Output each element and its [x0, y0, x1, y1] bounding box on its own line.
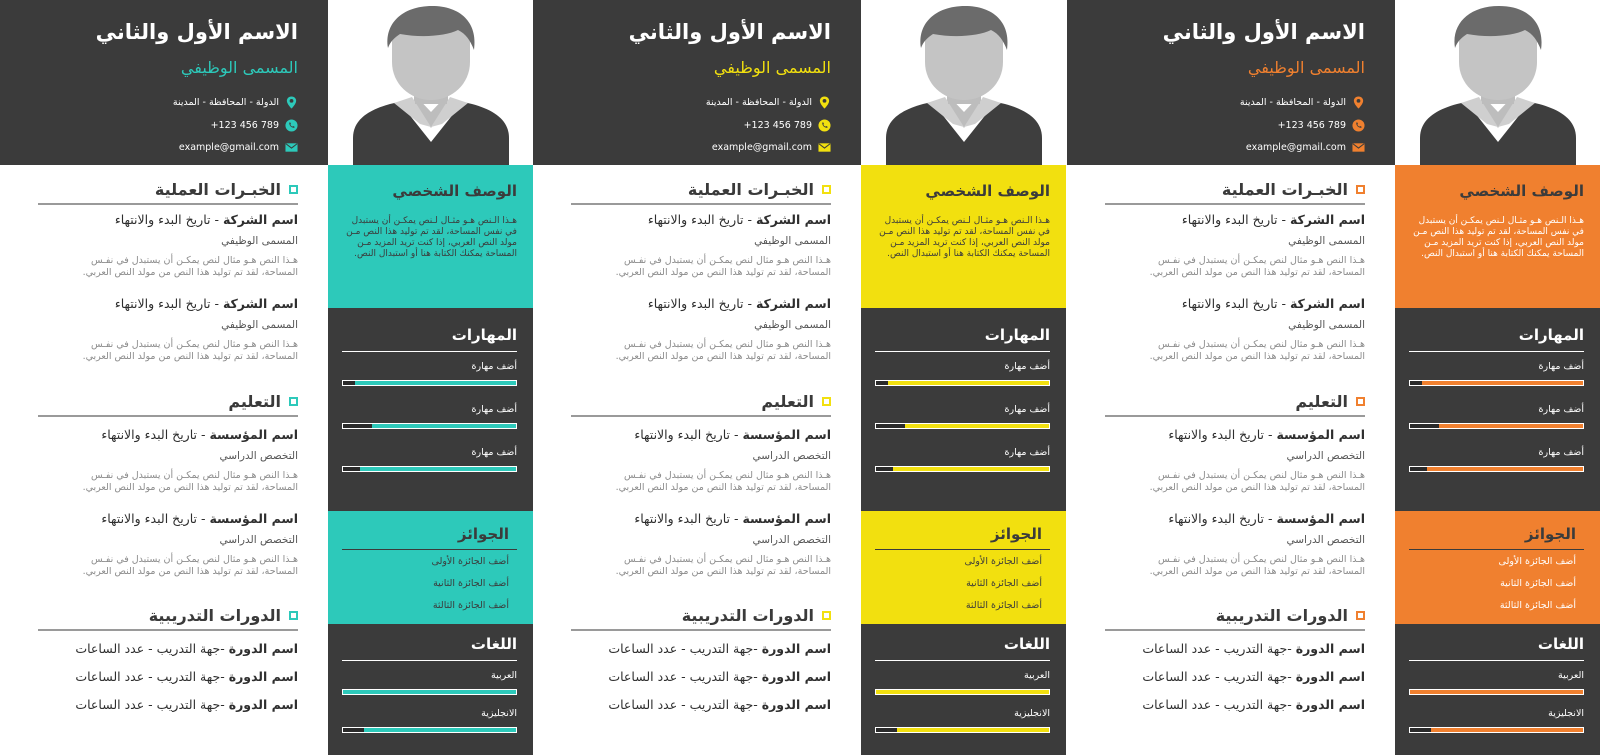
contact-email-text: example@gmail.com [711, 141, 812, 153]
job-title: المسمى الوظيفي [713, 58, 831, 77]
language-label: العربية [491, 670, 517, 681]
education-entry-name: اسم المؤسسة [1276, 427, 1365, 442]
language-bar-fill [1410, 690, 1583, 694]
awards-title: الجوائز [457, 525, 509, 543]
courses-title-text: الدورات التدريبية [148, 606, 281, 625]
skill-bar [342, 380, 517, 386]
resume-panel-yellow [533, 0, 1066, 755]
awards-divider [875, 549, 1050, 550]
experience-title-text: الخبـرات العملية [154, 180, 281, 199]
language-bar [1409, 689, 1584, 695]
education-entry-name: اسم المؤسسة [742, 427, 831, 442]
job-title: المسمى الوظيفي [1247, 58, 1365, 77]
education-entry-dates: - تاريخ البدء والانتهاء [634, 427, 743, 442]
sidebar [328, 165, 533, 755]
experience-entry-name: اسم الشركة [755, 296, 831, 311]
education-divider [1105, 415, 1365, 417]
experience-entry-name: اسم الشركة [222, 296, 298, 311]
languages-divider [1409, 660, 1584, 661]
language-bar-fill [876, 690, 1049, 694]
profile-section [328, 165, 533, 308]
language-label: العربية [1024, 670, 1050, 681]
course-details: -جهة التدريب - عدد الساعات [1142, 697, 1296, 712]
whatsapp-icon [1352, 119, 1365, 132]
language-bar-fill [343, 690, 516, 694]
language-bar [1409, 727, 1584, 733]
course-details: -جهة التدريب - عدد الساعات [608, 669, 762, 684]
experience-entry-name: اسم الشركة [1289, 296, 1365, 311]
skill-label: أضف مهارة [1538, 447, 1584, 458]
language-label: الانجليزية [1014, 708, 1050, 719]
experience-entry-dates: - تاريخ البدء والانتهاء [114, 212, 223, 227]
course-item [75, 669, 298, 684]
skills-title: المهارات [1518, 326, 1584, 344]
language-bar [875, 727, 1050, 733]
course-item [75, 697, 298, 712]
course-name: اسم الدورة [1295, 669, 1365, 684]
contact-email-text: example@gmail.com [178, 141, 279, 153]
course-name: اسم الدورة [228, 641, 298, 656]
skills-divider [875, 351, 1050, 352]
sidebar [861, 165, 1066, 755]
course-details: -جهة التدريب - عدد الساعات [75, 697, 229, 712]
resume-header [0, 0, 328, 165]
language-bar [875, 689, 1050, 695]
language-bar [342, 689, 517, 695]
skill-bar [1409, 380, 1584, 386]
full-name: الاسم الأول والثاني [1162, 20, 1365, 44]
profile-title: الوصف الشخصي [392, 182, 517, 200]
courses-divider [1105, 629, 1365, 631]
course-item [1142, 641, 1365, 656]
profile-text: هـذا الـنص هـو مثـال لـنص يمكـن أن يستبدل في نفس المساحة، لقد تم توليد هذا النص مـن مولد النص العربي، إذا كنت تريد المزيد مـن المساحة يمكنك الكتابة هنا أو استبدال النص. [879, 216, 1050, 259]
checkbox-square-icon [1356, 611, 1365, 620]
award-item: أضف الجائزة الثانية [1500, 578, 1576, 589]
experience-divider [571, 203, 831, 205]
course-details: -جهة التدريب - عدد الساعات [75, 641, 229, 656]
experience-entry-dates: - تاريخ البدء والانتهاء [647, 212, 756, 227]
education-entry-subtitle: التخصص الدراسي [219, 450, 298, 462]
skill-bar-fill [888, 381, 1049, 385]
checkbox-square-icon [822, 611, 831, 620]
skill-label: أضف مهارة [1004, 361, 1050, 372]
course-item [1142, 669, 1365, 684]
resume-panel-orange [1067, 0, 1600, 755]
skill-bar [1409, 466, 1584, 472]
course-item [608, 641, 831, 656]
award-item: أضف الجائزة الأولى [964, 556, 1042, 567]
award-item: أضف الجائزة الثالثة [432, 600, 509, 611]
experience-entry-name: اسم الشركة [222, 212, 298, 227]
checkbox-square-icon [289, 397, 298, 406]
envelope-icon [285, 141, 298, 154]
profile-title: الوصف الشخصي [1459, 182, 1584, 200]
education-entry-name: اسم المؤسسة [1276, 511, 1365, 526]
contact-location-text: الدولة - المحافظة - المدينة [1239, 96, 1346, 108]
education-title-text: التعليم [1295, 392, 1348, 411]
education-entry-description: هـذا النص هـو مثال لنص يمكـن أن يستبدل في نفـس المساحة، لقد تم توليد هذا النص من مولد النص العربي. [1149, 554, 1365, 577]
award-item: أضف الجائزة الأولى [1498, 556, 1576, 567]
course-details: -جهة التدريب - عدد الساعات [75, 669, 229, 684]
resume-panel-turquoise [0, 0, 533, 755]
education-title-text: التعليم [761, 392, 814, 411]
course-details: -جهة التدريب - عدد الساعات [608, 641, 762, 656]
main-content [533, 165, 861, 755]
experience-entry-heading [115, 212, 298, 227]
skill-label: أضف مهارة [1538, 361, 1584, 372]
awards-divider [342, 549, 517, 550]
contact-location [173, 94, 298, 110]
course-name: اسم الدورة [761, 697, 831, 712]
language-label: الانجليزية [1548, 708, 1584, 719]
education-entry-dates: - تاريخ البدء والانتهاء [1168, 427, 1277, 442]
education-entry-dates: - تاريخ البدء والانتهاء [634, 511, 743, 526]
courses-title-text: الدورات التدريبية [1215, 606, 1348, 625]
contact-email [712, 139, 831, 155]
awards-title: الجوائز [1524, 525, 1576, 543]
education-entry-subtitle: التخصص الدراسي [752, 534, 831, 546]
experience-entry-heading [115, 296, 298, 311]
education-title [228, 392, 298, 411]
profile-title: الوصف الشخصي [925, 182, 1050, 200]
course-details: -جهة التدريب - عدد الساعات [1142, 641, 1296, 656]
education-entry-dates: - تاريخ البدء والانتهاء [1168, 511, 1277, 526]
contact-phone [744, 117, 831, 133]
course-name: اسم الدورة [228, 669, 298, 684]
experience-title-text: الخبـرات العملية [1221, 180, 1348, 199]
course-name: اسم الدورة [228, 697, 298, 712]
profile-photo [1395, 0, 1600, 165]
whatsapp-icon [818, 119, 831, 132]
education-entry-heading [634, 511, 831, 526]
education-divider [571, 415, 831, 417]
checkbox-square-icon [822, 397, 831, 406]
education-entry-subtitle: التخصص الدراسي [1286, 534, 1365, 546]
education-entry-dates: - تاريخ البدء والانتهاء [101, 427, 210, 442]
education-entry-heading [101, 511, 298, 526]
language-label: الانجليزية [481, 708, 517, 719]
experience-entry-description: هـذا النص هـو مثال لنص يمكـن أن يستبدل في نفـس المساحة، لقد تم توليد هذا النص من مولد النص العربي. [1149, 339, 1365, 362]
resume-header [533, 0, 861, 165]
courses-title [682, 606, 831, 625]
languages-section [861, 624, 1066, 755]
experience-entry-description: هـذا النص هـو مثال لنص يمكـن أن يستبدل في نفـس المساحة، لقد تم توليد هذا النص من مولد النص العربي. [1149, 255, 1365, 278]
languages-title: اللغات [1003, 635, 1050, 653]
language-bar-fill [1431, 728, 1583, 732]
profile-text: هـذا الـنص هـو مثـال لـنص يمكـن أن يستبدل في نفس المساحة، لقد تم توليد هذا النص مـن مولد النص العربي، إذا كنت تريد المزيد مـن المساحة يمكنك الكتابة هنا أو استبدال النص. [346, 216, 517, 259]
education-entry-heading [101, 427, 298, 442]
experience-title-text: الخبـرات العملية [687, 180, 814, 199]
checkbox-square-icon [1356, 185, 1365, 194]
main-content [1067, 165, 1395, 755]
skill-bar [875, 380, 1050, 386]
location-pin-icon [1352, 96, 1365, 109]
contact-phone-text: +123 456 789 [743, 119, 812, 131]
skills-divider [342, 351, 517, 352]
skill-bar [342, 423, 517, 429]
languages-section [1395, 624, 1600, 755]
awards-divider [1409, 549, 1584, 550]
envelope-icon [1352, 141, 1365, 154]
languages-divider [342, 660, 517, 661]
contact-phone [1278, 117, 1365, 133]
envelope-icon [818, 141, 831, 154]
skill-label: أضف مهارة [471, 361, 517, 372]
education-entry-dates: - تاريخ البدء والانتهاء [101, 511, 210, 526]
education-entry-subtitle: التخصص الدراسي [1286, 450, 1365, 462]
education-title-text: التعليم [228, 392, 281, 411]
courses-title [149, 606, 298, 625]
awards-section [1395, 511, 1600, 624]
experience-entry-dates: - تاريخ البدء والانتهاء [647, 296, 756, 311]
contact-phone-text: +123 456 789 [210, 119, 279, 131]
education-entry-description: هـذا النص هـو مثال لنص يمكـن أن يستبدل في نفـس المساحة، لقد تم توليد هذا النص من مولد النص العربي. [615, 470, 831, 493]
languages-title: اللغات [1537, 635, 1584, 653]
experience-title [1222, 180, 1365, 199]
profile-photo [861, 0, 1066, 165]
experience-divider [1105, 203, 1365, 205]
skill-bar-fill [1422, 381, 1583, 385]
contact-email-text: example@gmail.com [1245, 141, 1346, 153]
awards-section [328, 511, 533, 624]
profile-section [861, 165, 1066, 308]
language-label: العربية [1558, 670, 1584, 681]
course-item [75, 641, 298, 656]
contact-location-text: الدولة - المحافظة - المدينة [705, 96, 812, 108]
experience-entry-dates: - تاريخ البدء والانتهاء [114, 296, 223, 311]
education-entry-subtitle: التخصص الدراسي [752, 450, 831, 462]
education-entry-name: اسم المؤسسة [209, 511, 298, 526]
awards-section [861, 511, 1066, 624]
skill-label: أضف مهارة [1004, 447, 1050, 458]
skill-label: أضف مهارة [471, 447, 517, 458]
course-name: اسم الدورة [1295, 641, 1365, 656]
education-entry-heading [1168, 427, 1365, 442]
experience-entry-subtitle: المسمى الوظيفي [1288, 319, 1365, 331]
course-item [1142, 697, 1365, 712]
skill-bar-fill [372, 424, 516, 428]
experience-entry-subtitle: المسمى الوظيفي [221, 319, 298, 331]
profile-section [1395, 165, 1600, 308]
experience-entry-subtitle: المسمى الوظيفي [1288, 235, 1365, 247]
contact-email [179, 139, 298, 155]
full-name: الاسم الأول والثاني [628, 20, 831, 44]
courses-divider [571, 629, 831, 631]
award-item: أضف الجائزة الثانية [966, 578, 1042, 589]
course-name: اسم الدورة [761, 669, 831, 684]
skills-section [861, 308, 1066, 511]
location-pin-icon [285, 96, 298, 109]
experience-entry-description: هـذا النص هـو مثال لنص يمكـن أن يستبدل في نفـس المساحة، لقد تم توليد هذا النص من مولد النص العربي. [82, 339, 298, 362]
award-item: أضف الجائزة الثالثة [1499, 600, 1576, 611]
sidebar [1395, 165, 1600, 755]
education-entry-heading [1168, 511, 1365, 526]
contact-phone-text: +123 456 789 [1277, 119, 1346, 131]
language-bar-fill [364, 728, 516, 732]
experience-entry-heading [1182, 212, 1365, 227]
skill-bar-fill [360, 467, 516, 471]
language-bar-fill [897, 728, 1049, 732]
skills-section [328, 308, 533, 511]
course-name: اسم الدورة [761, 641, 831, 656]
languages-divider [875, 660, 1050, 661]
checkbox-square-icon [1356, 397, 1365, 406]
education-entry-description: هـذا النص هـو مثال لنص يمكـن أن يستبدل في نفـس المساحة، لقد تم توليد هذا النص من مولد النص العربي. [82, 470, 298, 493]
award-item: أضف الجائزة الأولى [431, 556, 509, 567]
education-divider [38, 415, 298, 417]
experience-entry-dates: - تاريخ البدء والانتهاء [1181, 212, 1290, 227]
contact-location [1240, 94, 1365, 110]
experience-divider [38, 203, 298, 205]
education-title [1295, 392, 1365, 411]
location-pin-icon [818, 96, 831, 109]
education-entry-description: هـذا النص هـو مثال لنص يمكـن أن يستبدل في نفـس المساحة، لقد تم توليد هذا النص من مولد النص العربي. [82, 554, 298, 577]
job-title: المسمى الوظيفي [180, 58, 298, 77]
award-item: أضف الجائزة الثانية [433, 578, 509, 589]
skill-bar-fill [1439, 424, 1583, 428]
education-entry-subtitle: التخصص الدراسي [219, 534, 298, 546]
contact-location [706, 94, 831, 110]
skill-bar [875, 466, 1050, 472]
experience-entry-description: هـذا النص هـو مثال لنص يمكـن أن يستبدل في نفـس المساحة، لقد تم توليد هذا النص من مولد النص العربي. [615, 255, 831, 278]
skill-bar-fill [1427, 467, 1583, 471]
experience-entry-heading [648, 296, 831, 311]
experience-entry-dates: - تاريخ البدء والانتهاء [1181, 296, 1290, 311]
course-details: -جهة التدريب - عدد الساعات [1142, 669, 1296, 684]
skills-divider [1409, 351, 1584, 352]
languages-title: اللغات [470, 635, 517, 653]
resume-header [1067, 0, 1395, 165]
skills-title: المهارات [451, 326, 517, 344]
avatar-placeholder-icon [328, 0, 533, 165]
checkbox-square-icon [289, 611, 298, 620]
course-details: -جهة التدريب - عدد الساعات [608, 697, 762, 712]
awards-title: الجوائز [990, 525, 1042, 543]
course-name: اسم الدورة [1295, 697, 1365, 712]
experience-entry-description: هـذا النص هـو مثال لنص يمكـن أن يستبدل في نفـس المساحة، لقد تم توليد هذا النص من مولد النص العربي. [82, 255, 298, 278]
avatar-placeholder-icon [861, 0, 1066, 165]
contact-location-text: الدولة - المحافظة - المدينة [172, 96, 279, 108]
courses-title-text: الدورات التدريبية [681, 606, 814, 625]
skill-bar-fill [905, 424, 1049, 428]
avatar-placeholder-icon [1395, 0, 1600, 165]
experience-entry-heading [1182, 296, 1365, 311]
profile-text: هـذا الـنص هـو مثـال لـنص يمكـن أن يستبدل في نفس المساحة، لقد تم توليد هذا النص مـن مولد النص العربي، إذا كنت تريد المزيد مـن المساحة يمكنك الكتابة هنا أو استبدال النص. [1413, 216, 1584, 259]
courses-title [1216, 606, 1365, 625]
experience-title [155, 180, 298, 199]
experience-entry-subtitle: المسمى الوظيفي [754, 319, 831, 331]
course-item [608, 697, 831, 712]
skill-label: أضف مهارة [1004, 404, 1050, 415]
experience-entry-subtitle: المسمى الوظيفي [221, 235, 298, 247]
education-entry-heading [634, 427, 831, 442]
skill-bar [1409, 423, 1584, 429]
skills-title: المهارات [984, 326, 1050, 344]
main-content [0, 165, 328, 755]
contact-email [1246, 139, 1365, 155]
skills-section [1395, 308, 1600, 511]
profile-photo [328, 0, 533, 165]
experience-entry-subtitle: المسمى الوظيفي [754, 235, 831, 247]
skill-label: أضف مهارة [471, 404, 517, 415]
skill-label: أضف مهارة [1538, 404, 1584, 415]
experience-entry-name: اسم الشركة [1289, 212, 1365, 227]
education-entry-name: اسم المؤسسة [742, 511, 831, 526]
checkbox-square-icon [289, 185, 298, 194]
education-entry-name: اسم المؤسسة [209, 427, 298, 442]
award-item: أضف الجائزة الثالثة [965, 600, 1042, 611]
skill-bar [875, 423, 1050, 429]
education-entry-description: هـذا النص هـو مثال لنص يمكـن أن يستبدل في نفـس المساحة، لقد تم توليد هذا النص من مولد النص العربي. [615, 554, 831, 577]
education-title [761, 392, 831, 411]
experience-entry-description: هـذا النص هـو مثال لنص يمكـن أن يستبدل في نفـس المساحة، لقد تم توليد هذا النص من مولد النص العربي. [615, 339, 831, 362]
full-name: الاسم الأول والثاني [95, 20, 298, 44]
course-item [608, 669, 831, 684]
experience-entry-name: اسم الشركة [755, 212, 831, 227]
experience-entry-heading [648, 212, 831, 227]
skill-bar-fill [355, 381, 516, 385]
languages-section [328, 624, 533, 755]
language-bar [342, 727, 517, 733]
education-entry-description: هـذا النص هـو مثال لنص يمكـن أن يستبدل في نفـس المساحة، لقد تم توليد هذا النص من مولد النص العربي. [1149, 470, 1365, 493]
skill-bar-fill [893, 467, 1049, 471]
courses-divider [38, 629, 298, 631]
skill-bar [342, 466, 517, 472]
experience-title [688, 180, 831, 199]
checkbox-square-icon [822, 185, 831, 194]
whatsapp-icon [285, 119, 298, 132]
contact-phone [211, 117, 298, 133]
